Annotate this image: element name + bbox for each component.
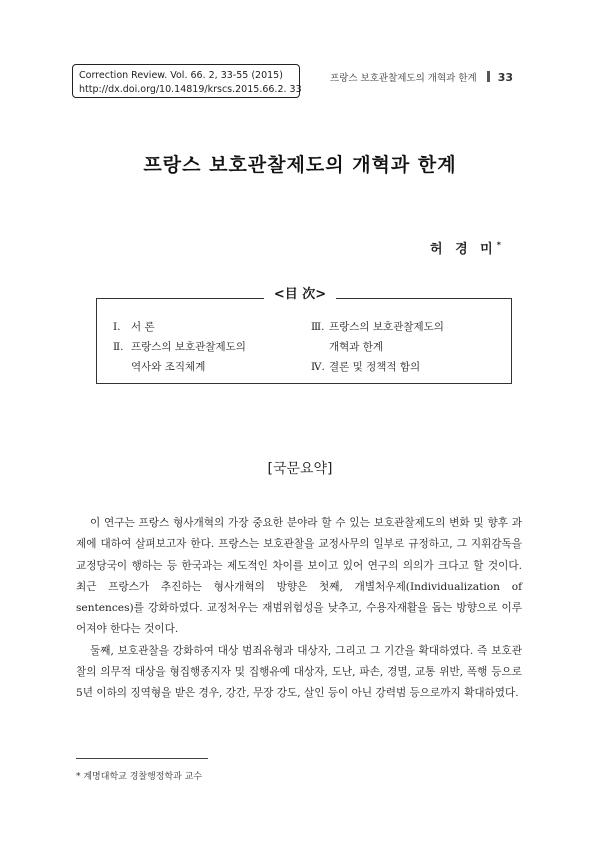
- author: [430, 238, 501, 257]
- journal-citation: Correction Review. Vol. 66. 2, 33-55 (2015): [79, 70, 283, 81]
- doi-link[interactable]: http://dx.doi.org/10.14819/krscs.2015.66.2. 33: [79, 84, 302, 95]
- journal-citation-box: [72, 64, 300, 98]
- toc-column-left: [113, 317, 246, 377]
- toc-item-2: [113, 337, 246, 377]
- toc-item-3: [311, 317, 444, 357]
- toc-item-label: 프랑스의 보호관찰제도의: [131, 341, 246, 353]
- toc-item-number: Ⅱ.: [113, 341, 124, 353]
- abstract-heading: [국문요약]: [267, 461, 333, 477]
- toc-item-number: Ⅰ.: [113, 321, 121, 333]
- toc-column-right: [311, 317, 444, 377]
- running-head-divider: [487, 71, 490, 82]
- toc-item-4: [311, 357, 444, 377]
- footnote-divider: [76, 758, 208, 759]
- page-number: 33: [497, 71, 514, 84]
- running-head-title: 프랑스 보호관찰제도의 개혁과 한계: [330, 73, 477, 84]
- paper-title: 프랑스 보호관찰제도의 개혁과 한계: [143, 154, 457, 176]
- author-affiliation-footnote: * 계명대학교 경찰행정학과 교수: [76, 772, 203, 782]
- table-of-contents: [96, 298, 512, 384]
- toc-heading: [0, 283, 600, 302]
- toc-item-1: [113, 317, 246, 337]
- author-name: 허 경 미: [430, 242, 497, 257]
- abstract-body: [76, 513, 522, 705]
- running-head: [330, 70, 513, 84]
- toc-item-number: Ⅲ.: [311, 321, 325, 333]
- toc-item-label-continued: 역사와 조직체계: [131, 361, 206, 373]
- toc-item-label-continued: 개혁과 한계: [329, 341, 384, 353]
- abstract-paragraph-2: 둘째, 보호관찰을 강화하여 대상 범죄유형과 대상자, 그리고 그 기간을 확대하였다. 즉 보호관찰의 의무적 대상을 형집행종지자 및 집행유예 대상자, 도난, 파손, 경멸, 교통 위반, 폭행 등으로 5년 이하의 징역형을 받은 경우, 강간, 무장 강도, 살인 등이 아닌 강력범 등으로까지 확대하였다.: [76, 644, 522, 700]
- toc-item-label: 서 론: [131, 321, 155, 333]
- abstract-paragraph-1: 이 연구는 프랑스 형사개혁의 가장 중요한 분야라 할 수 있는 보호관찰제도의 변화 및 향후 과제에 대하여 살펴보고자 한다. 프랑스는 보호관찰을 교정사무의 일부로 규정하고, 그 지휘감독을 교정당국이 행하는 등 한국과는 제도적인 차이를 보이고 있어 연구의 의의가 크다고 할 것이다. 최근 프랑스가 추진하는 형사개혁의 방향은 첫째, 개별처우제(Individualization of sentences)를 강화하였다. 교정처우는 재범위험성을 낮추고, 수용자재활을 돕는 방향으로 이루어져야 한다는 것이다.: [76, 517, 522, 636]
- toc-heading-text: <目 次>: [264, 287, 336, 302]
- author-footnote-mark: *: [496, 240, 501, 250]
- toc-item-label: 결론 및 정책적 함의: [329, 361, 421, 373]
- toc-item-number: Ⅳ.: [311, 361, 325, 373]
- toc-item-label: 프랑스의 보호관찰제도의: [329, 321, 444, 333]
